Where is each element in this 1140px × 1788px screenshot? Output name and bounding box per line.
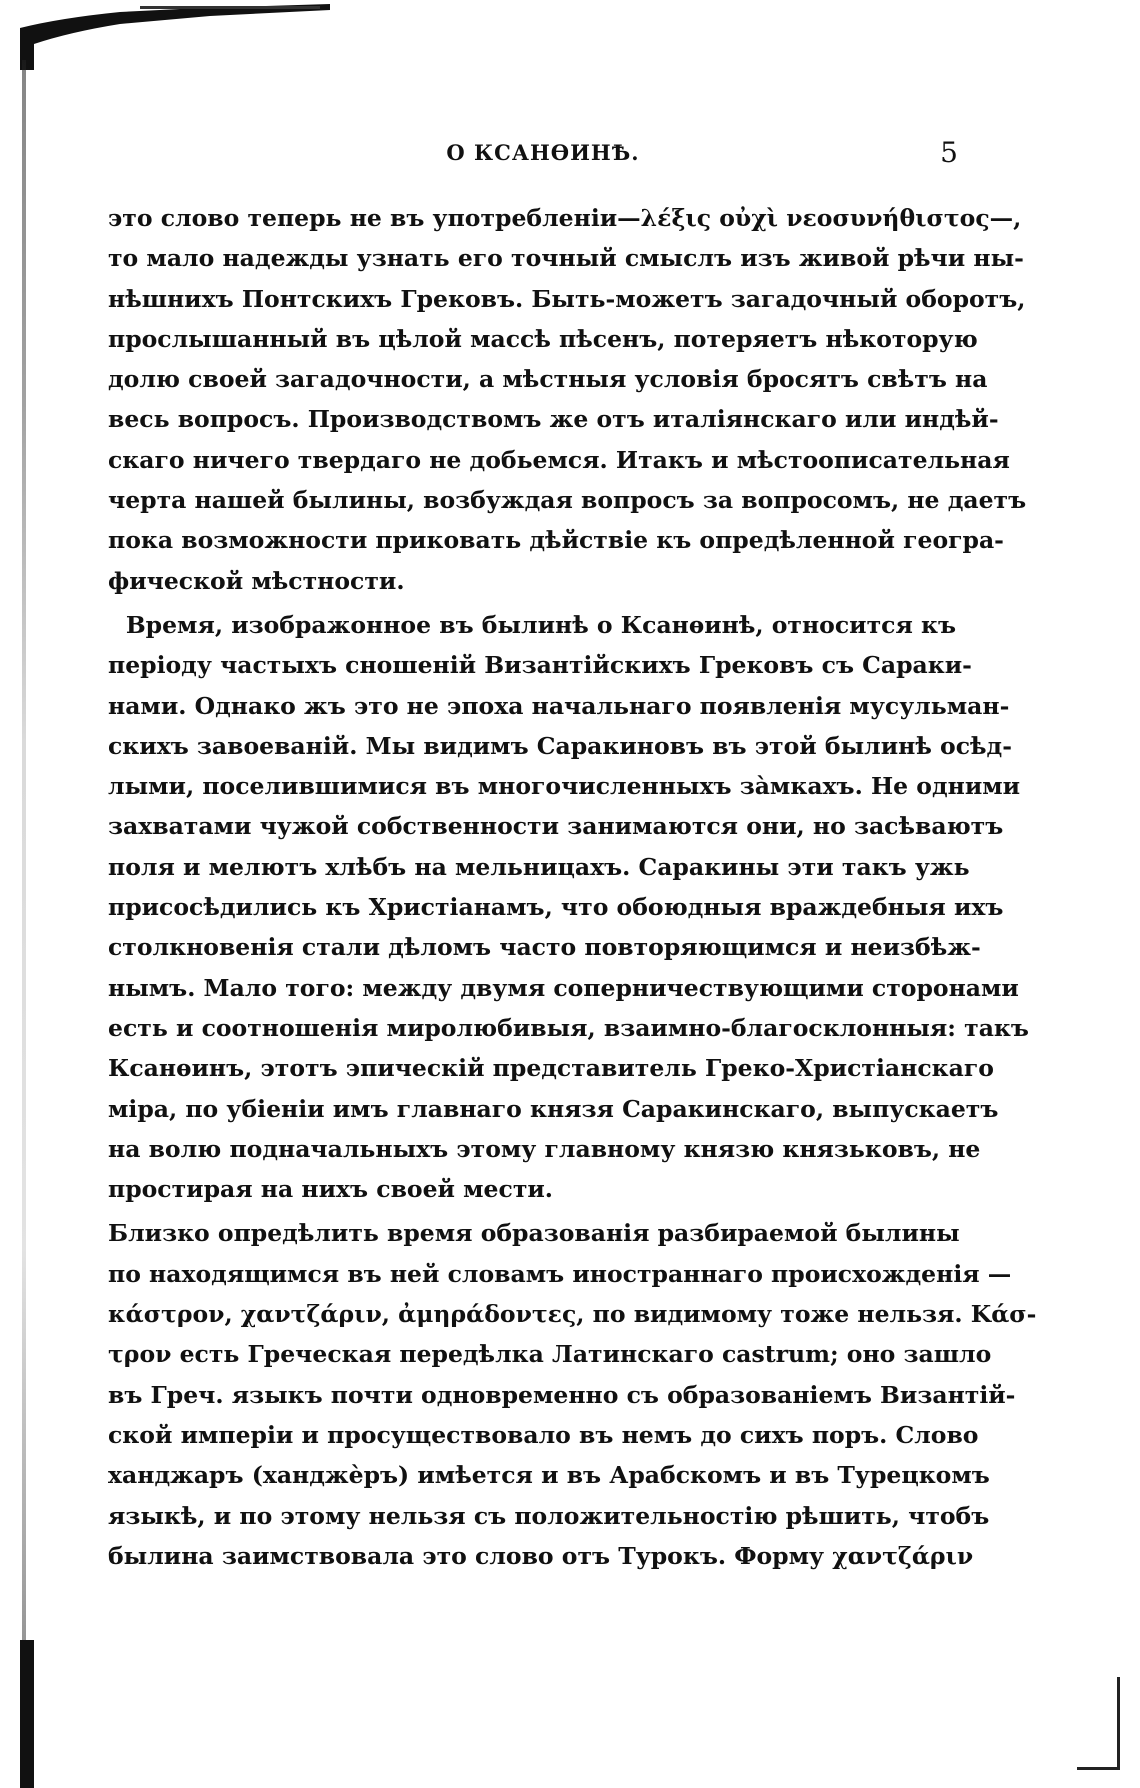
text-line: періоду частыхъ сношеній Византійскихъ Грековъ съ Сараки- bbox=[108, 651, 972, 680]
text-line: ской имперіи и просуществовало въ немъ до сихъ поръ. Слово bbox=[108, 1420, 979, 1449]
text-line: фической мѣстности. bbox=[108, 566, 405, 595]
text-line: черта нашей былины, возбуждая вопросъ за вопросомъ, не даетъ bbox=[108, 486, 1027, 515]
text-line: κάστρον, χαντζάριν, ἀμηράδοντες, по видимому тоже нельзя. Κάσ- bbox=[108, 1300, 1037, 1329]
text-line: языкѣ, и по этому нельзя съ положительностію рѣшить, чтобъ bbox=[108, 1501, 990, 1530]
text-line: Время, изображонное въ былинѣ о Ксанѳинѣ, относится къ bbox=[125, 610, 956, 639]
text-line: это слово теперь не въ употребленіи—λέξις οὐχὶ νεοσυνήθιστος—, bbox=[108, 204, 1022, 232]
text-line: скаго ничего твердаго не добьемся. Итакъ и мѣстоописательная bbox=[108, 445, 1010, 474]
paragraph-3 bbox=[108, 1213, 1037, 1576]
scan-artifact-top-left bbox=[0, 0, 420, 70]
text-line: въ Греч. языкъ почти одновременно съ образованіемъ Византій- bbox=[108, 1380, 1016, 1409]
paragraph-1 bbox=[108, 198, 1027, 601]
page-number: 5 bbox=[940, 136, 958, 169]
text-line: міра, по убіеніи имъ главнаго князя Саракинскаго, выпускаетъ bbox=[108, 1094, 999, 1123]
text-line: присосѣдились къ Христіанамъ, что обоюдныя враждебныя ихъ bbox=[108, 893, 1004, 922]
text-line: нами. Однако жъ это не эпоха начальнаго появленія мусульман- bbox=[108, 691, 1010, 720]
scan-artifact-bottom-right bbox=[1077, 1677, 1120, 1770]
text-line: долю своей загадочности, а мѣстныя условія бросятъ свѣтъ на bbox=[108, 365, 988, 394]
text-line: Близко опредѣлить время образованія разбираемой былины bbox=[108, 1219, 960, 1248]
paragraph-2 bbox=[108, 605, 1029, 1209]
text-line: τρον есть Греческая передѣлка Латинскаго castrum; оно зашло bbox=[108, 1340, 992, 1369]
running-head-title: О КСАНѲИНѢ. bbox=[446, 140, 640, 165]
text-line: нѣшнихъ Понтскихъ Грековъ. Быть-можетъ загадочный оборотъ, bbox=[108, 284, 1026, 313]
text-line: нымъ. Мало того: между двумя соперничествующими сторонами bbox=[108, 973, 1019, 1002]
body-text bbox=[108, 198, 1037, 1576]
text-line: Ксанѳинъ, этотъ эпическій представитель Греко-Христіанскаго bbox=[108, 1054, 994, 1083]
text-line: былина заимствовала это слово отъ Турокъ. Форму χαντζάριν bbox=[108, 1541, 974, 1570]
text-line: пока возможности приковать дѣйствіе къ опредѣленной геогра- bbox=[108, 526, 1004, 555]
text-line: лыми, поселившимися въ многочисленныхъ за̀мкахъ. Не одними bbox=[108, 772, 1021, 801]
text-line: захватами чужой собственности занимаются они, но засѣваютъ bbox=[108, 812, 1004, 841]
text-line: по находящимся въ ней словамъ иностраннаго происхожденія — bbox=[108, 1259, 1012, 1288]
text-line: столкновенія стали дѣломъ часто повторяющимся и неизбѣж- bbox=[108, 933, 981, 962]
scan-artifact-bottom-left bbox=[20, 1640, 34, 1788]
text-line: скихъ завоеваній. Мы видимъ Саракиновъ въ этой былинѣ осѣд- bbox=[108, 731, 1012, 760]
text-line: весь вопросъ. Производствомъ же отъ италіянскаго или индѣй- bbox=[108, 405, 999, 434]
text-line: прослышанный въ цѣлой массѣ пѣсенъ, потеряетъ нѣкоторую bbox=[108, 324, 978, 353]
text-line: поля и мелютъ хлѣбъ на мельницахъ. Саракины эти такъ ужь bbox=[108, 852, 970, 881]
text-line: простирая на нихъ своей мести. bbox=[108, 1175, 553, 1204]
scan-artifact-left-edge bbox=[22, 60, 26, 1760]
text-line: есть и соотношенія миролюбивыя, взаимно-благосклонныя: такъ bbox=[108, 1013, 1029, 1042]
running-head bbox=[128, 136, 958, 180]
text-line: то мало надежды узнать его точный смыслъ изъ живой рѣчи ны- bbox=[108, 244, 1024, 273]
text-line: ханджаръ (ханджѐръ) имѣется и въ Арабскомъ и въ Турецкомъ bbox=[108, 1461, 990, 1490]
text-line: на волю подначальныхъ этому главному князю князьковъ, не bbox=[108, 1134, 981, 1163]
